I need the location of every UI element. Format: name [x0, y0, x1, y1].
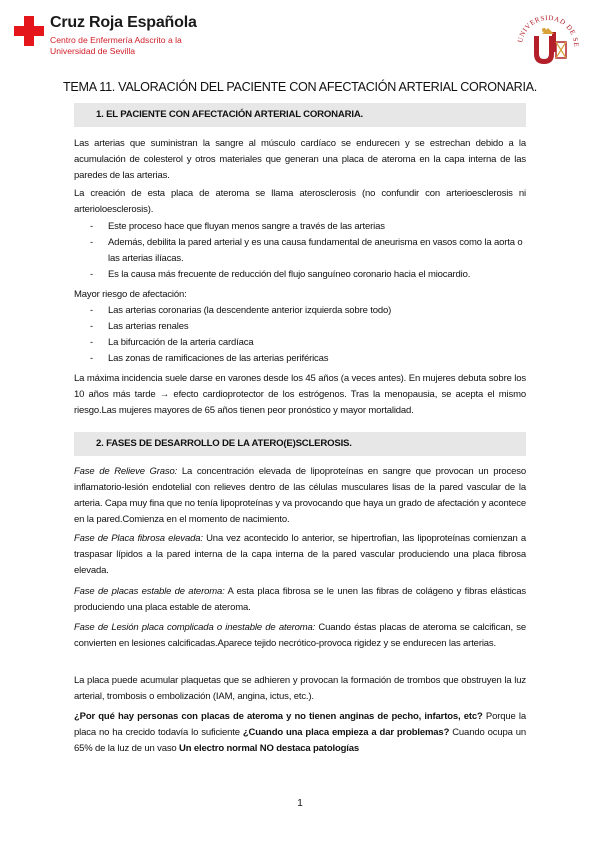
- phase-2-paragraph: [74, 531, 526, 579]
- cruz-roja-logo: [14, 14, 214, 64]
- bullet-dash: -: [90, 337, 94, 348]
- bullet-item: Además, debilita la pared arterial y es una causa fundamental de aneurisma en vasos como la aorta o las arterias ilíacas.: [108, 237, 523, 264]
- org-subtitle-line-2: Universidad de Sevilla: [50, 46, 136, 56]
- section-2-heading: 2. FASES DE DESARROLLO DE LA ATERO(E)SCLEROSIS.: [74, 432, 526, 456]
- phase-4-paragraph: [74, 620, 526, 652]
- org-subtitle: [50, 35, 182, 57]
- bullet-item: Las zonas de ramificaciones de las arterias periféricas: [108, 353, 329, 364]
- org-name: Cruz Roja Española: [50, 14, 197, 31]
- section-1-paragraph-2: La creación de esta placa de ateroma se llama aterosclerosis (no confundir con arterioesclerosis ni arterioloesclerosis).: [74, 188, 526, 215]
- phase-3-label: Fase de placas estable de ateroma:: [74, 586, 225, 597]
- phase-2-text: Una vez acontecido lo anterior, se hipertrofian, las lipoproteínas comienzan a traspasar lípidos a la pared interna de la capa interna de la pared vascular produciendo una placa fibrosa elevada.: [74, 533, 526, 576]
- phase-1-paragraph: [74, 464, 526, 528]
- phase-4-text: Cuando éstas placas de ateroma se calcifican, se convierten en lesiones calcificadas.Aparece tejido necrótico-provoca rigidez y se endurecen las arterias.: [74, 622, 526, 649]
- phase-1-label: Fase de Relieve Graso:: [74, 466, 178, 477]
- answer-1: Porque la placa no ha crecido todavía lo suficiente: [74, 711, 526, 738]
- document-title: TEMA 11. VALORACIÓN DEL PACIENTE CON AFECTACIÓN ARTERIAL CORONARIA.: [63, 80, 537, 94]
- bullet-item: Las arterias coronarias (la descendente anterior izquierda sobre todo): [108, 305, 392, 316]
- section-1-paragraph-1: Las arterias que suministran la sangre al músculo cardíaco se endurecen y se estrechan debido a la acumulación de colesterol y otros materiales que generan una placa de ateroma en la capa interna de las paredes de las arterias.: [74, 138, 526, 181]
- bullet-item: La bifurcación de la arteria cardíaca: [108, 337, 254, 348]
- phase-2-label: Fase de Placa fibrosa elevada:: [74, 533, 203, 544]
- phase-1-text: La concentración elevada de lipoproteínas en sangre que provocan un proceso inflamatorio-lesión endotelial con relieves dentro de las células musculares lisas de la pared vascular de la arteria. Capa muy fina que no tenía lipoproteínas y va provocando que haya un grado de afectación y acontece en la pared.Comienza en el momento de nacimiento.: [74, 466, 526, 525]
- section-2-paragraph-plaquetas: La placa puede acumular plaquetas que se adhieren y provocan la formación de trombos que obstruyen la luz arterial, trombosis o embolización (IAM, angina, ictus, etc.).: [74, 675, 526, 702]
- bullet-item: Es la causa más frecuente de reducción del flujo sanguíneo coronario hacia el miocardio.: [108, 269, 471, 280]
- svg-text:UNIVERSIDAD DE SEVILLA: [514, 8, 580, 47]
- bullet-item: Las arterias renales: [108, 321, 189, 332]
- page-number: 1: [297, 798, 303, 809]
- answer-2-bold: Un electro normal NO destaca patologías: [179, 743, 360, 754]
- phase-4-label: Fase de Lesión placa complicada o inestable de ateroma:: [74, 622, 316, 633]
- university-seal-icon: [514, 8, 582, 70]
- bullet-dash: -: [90, 269, 94, 280]
- bullet-dash: -: [90, 237, 94, 248]
- bullet-dash: -: [90, 353, 94, 364]
- question-2: ¿Cuando una placa empieza a dar problemas?: [242, 727, 450, 738]
- risk-intro: Mayor riesgo de afectación:: [74, 289, 187, 300]
- phase-3-paragraph: [74, 584, 526, 616]
- section-2-questions: [74, 709, 526, 757]
- answer-2: Cuando ocupa un 65% de la luz de un vaso: [74, 727, 526, 754]
- phase-3-text: A esta placa fibrosa se le unen las fibras de colágeno y fibras elásticas produciendo una placa estable de ateroma.: [74, 586, 527, 613]
- red-cross-icon: [14, 16, 44, 46]
- bullet-dash: -: [90, 321, 94, 332]
- seal-text: UNIVERSIDAD DE SE: [516, 13, 581, 48]
- question-1: ¿Por qué hay personas con placas de ateroma y no tienen anginas de pecho, infartos, etc?: [74, 711, 483, 722]
- section-1-heading: 1. EL PACIENTE CON AFECTACIÓN ARTERIAL CORONARIA.: [74, 103, 526, 127]
- org-subtitle-line-1: Centro de Enfermería Adscrito a la: [50, 35, 182, 45]
- bullet-item: Este proceso hace que fluyan menos sangre a través de las arterias: [108, 221, 385, 232]
- bullet-dash: -: [90, 305, 94, 316]
- bullet-dash: -: [90, 221, 94, 232]
- section-1-paragraph-3: La máxima incidencia suele darse en varones desde los 45 años (a veces antes). En mujeres debuta sobre los 10 años más tarde → efecto cardioprotector de los estrógenos. Tras la menopausia, se acepta el mismo riesgo.Las mujeres mayores de 65 años tienen peor pronóstico y mayor mortalidad.: [74, 373, 526, 416]
